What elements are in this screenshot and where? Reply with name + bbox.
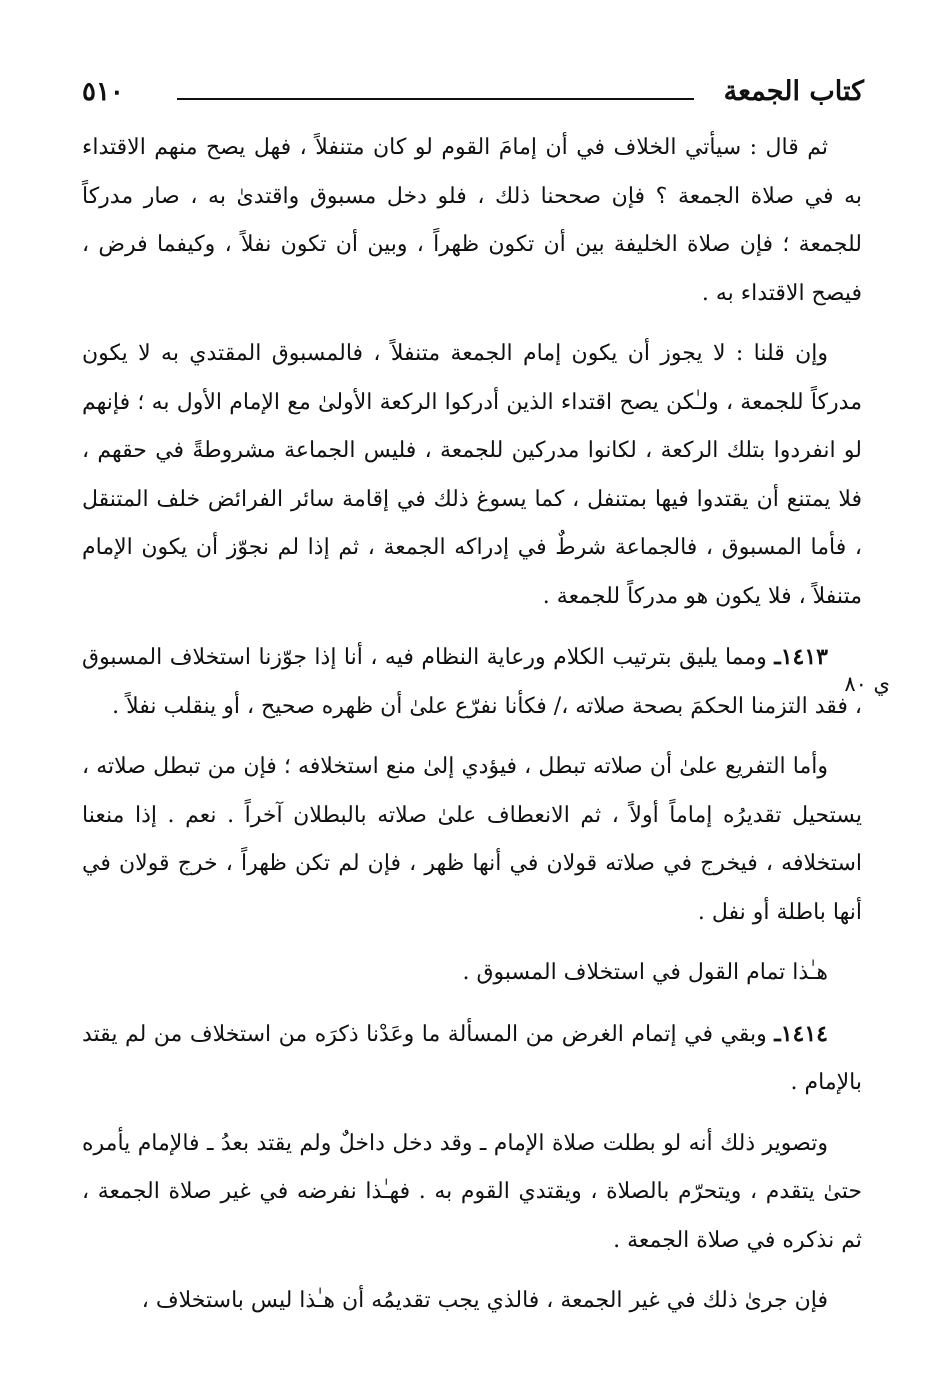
paragraph xyxy=(82,1010,862,1108)
header-rule xyxy=(177,98,694,100)
paragraph xyxy=(82,124,862,318)
paragraph-text: وبقي في إتمام الغرض من المسألة ما وعَدْنا ذكرَه من استخلاف من لم يقتد بالإمام . xyxy=(82,1021,862,1095)
paragraph-number: ١٤١٣ـ xyxy=(774,644,828,670)
paragraph xyxy=(82,633,862,731)
margin-reference: ي ٨٠ xyxy=(844,672,890,696)
paragraph-text: هـٰذا تمام القول في استخلاف المسبوق . xyxy=(462,960,828,985)
running-header xyxy=(82,74,864,114)
paragraph-number: ١٤١٤ـ xyxy=(774,1020,828,1047)
header-title: كتاب الجمعة xyxy=(723,76,864,107)
paragraph xyxy=(82,330,862,621)
paragraph xyxy=(82,949,862,998)
paragraph-text: فإن جرىٰ ذلك في غير الجمعة ، فالذي يجب تقديمُه أن هـٰذا ليس باستخلاف ، xyxy=(141,1288,828,1313)
paragraph xyxy=(82,1277,862,1326)
paragraph-text: وأما التفريع علىٰ أن صلاته تبطل ، فيؤدي إلىٰ منع استخلافه ؛ فإن من تبطل صلاته ، يستحيل تقديرُه إماماً أولاً ، ثم الانعطاف علىٰ صلاته بالبطلان آخراً . نعم . إذا منعنا استخلافه ، فيخرج في صلاته قولان في أنها ظهر ، فإن لم تكن ظهراً ، خرج قولان في أنها باطلة أو نفل . xyxy=(82,754,862,925)
body-text xyxy=(82,124,862,1338)
paragraph xyxy=(82,743,862,937)
paragraph-text: وإن قلنا : لا يجوز أن يكون إمام الجمعة متنفلاً ، فالمسبوق المقتدي به لا يكون مدركاً للجمعة ، ولـٰكن يصح اقتداء الذين أدركوا الركعة الأولىٰ مع الإمام الأول به ؛ فإنهم لو انفردوا بتلك الركعة ، لكانوا مدركين للجمعة ، فليس الجماعة مشروطةً في حقهم ، فلا يمتنع أن يقتدوا فيها بمتنفل ، كما يسوغ ذلك في إقامة سائر الفرائض خلف المتنقل ، فأما المسبوق ، فالجماعة شرطٌ في إدراكه الجمعة ، ثم إذا لم نجوّز أن يكون الإمام متنفلاً ، فلا يكون هو مدركاً للجمعة . xyxy=(82,341,862,609)
paragraph-text: ثم قال : سيأتي الخلاف في أن إمامَ القوم لو كان متنفلاً ، فهل يصح منهم الاقتداء به في صلاة الجمعة ؟ فإن صححنا ذلك ، فلو دخل مسبوق واقتدىٰ به ، صار مدركاً للجمعة ؛ فإن صلاة الخليفة بين أن تكون ظهراً ، وبين أن تكون نفلاً ، وكيفما فرض ، فيصح الاقتداء به . xyxy=(82,135,862,306)
paragraph-text: ومما يليق بترتيب الكلام ورعاية النظام فيه ، أنا إذا جوّزنا استخلاف المسبوق ، فقد التزمنا الحكمَ بصحة صلاته ،/ فكأنا نفرّع علىٰ أن ظهره صحيح ، أو ينقلب نفلاً . xyxy=(82,645,862,719)
paragraph xyxy=(82,1120,862,1266)
paragraph-text: وتصوير ذلك أنه لو بطلت صلاة الإمام ـ وقد دخل داخلٌ ولم يقتد بعدُ ـ فالإمام يأمره حتىٰ يتقدم ، ويتحرّم بالصلاة ، ويقتدي القوم به . فهـٰذا نفرضه في غير صلاة الجمعة ، ثم نذكره في صلاة الجمعة . xyxy=(82,1130,862,1253)
page-number: ٥١٠ xyxy=(82,77,124,107)
